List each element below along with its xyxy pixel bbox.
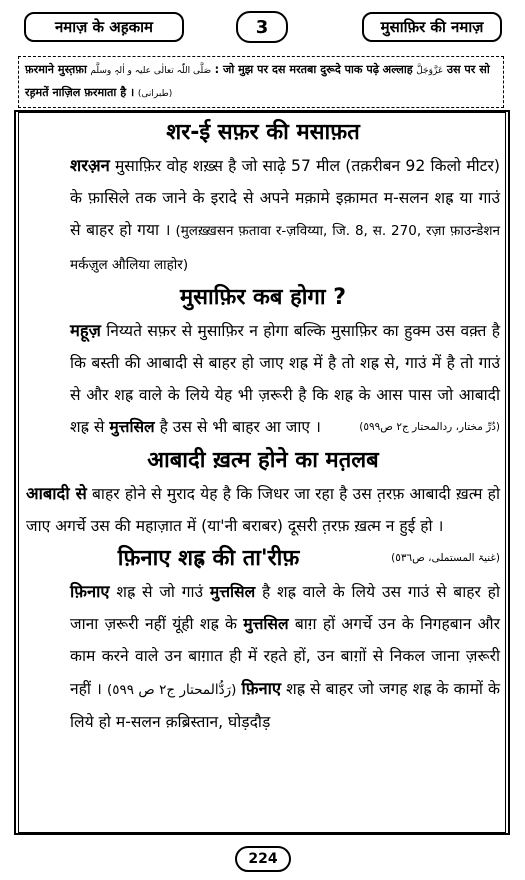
section-4-lead-2: फ़िनाए bbox=[241, 678, 282, 698]
section-2-body-2: है उस से भी बाहर आ जाए । bbox=[154, 418, 321, 437]
section-2-bold: मुत्तसिल bbox=[109, 418, 155, 437]
section-heading-3: आबादी ख़त्म होने का मत़लब bbox=[147, 447, 379, 473]
section-heading-4: फ़िनाए शह्र की ता'रीफ़ bbox=[117, 546, 300, 572]
section-1-lead: शरअ़न bbox=[70, 156, 110, 175]
quote-allah-ar: عَزَّوَجَلَّ bbox=[416, 66, 444, 76]
quote-lead: फ़रमाने मुस्त़फ़ा bbox=[25, 63, 87, 76]
section-3-lead: आबादी से bbox=[26, 483, 87, 503]
section-4-body-4: शह्र से बाहर जो जगह शह्र के कामों के लिये हो म-सलन क़ब्रिस्तान, घोड़दौड़ bbox=[70, 679, 500, 731]
section-1-body: मुसाफ़िर वोह शख़्स है जो साढ़े 57 मील (तक़रीबन 92 किलो मीटर) के फ़ासिले तक जाने के इरादे से अपने मक़ामे इक़ामत म-सलन शह्र या गाउं से बाहर हो गया । bbox=[70, 157, 500, 240]
section-heading-2: मुसाफ़िर कब होगा ? bbox=[179, 284, 347, 310]
section-4-body-2: है शह्र वाले के लिये उस गाउं से बाहर हो जाना ज़रूरी नहीं यूंही शह्र के bbox=[70, 583, 500, 634]
section-1-ref: (मुलख़्ख़सन फ़तावा र-ज़विय्या, जि. 8, स. 270, रज़ा फ़ाउन्डेशन मर्कज़ुल औलिया लाहोर) bbox=[70, 223, 500, 273]
header-chapter-title: मुसाफ़िर की नमाज़ bbox=[362, 12, 502, 42]
hadith-quote-box bbox=[18, 56, 504, 108]
quote-source: (طبرانی) bbox=[137, 89, 173, 99]
section-4-bold-2: मुत्तसिल bbox=[243, 615, 289, 634]
footer-page-number: 224 bbox=[235, 846, 291, 872]
main-content bbox=[26, 116, 500, 738]
section-paragraph-4 bbox=[26, 576, 500, 738]
section-paragraph-2 bbox=[26, 315, 500, 444]
quote-text-1: : जो मुझ पर दस मरतबा दुरूदे पाक पढ़े bbox=[214, 63, 380, 76]
section-4-body-3: बाग़ हों अगर्चे उन के निगहबान और काम करने वाले उन बाग़ात ही में रहते हों, उन बाग़ों से निकल जाना ज़रूरी नहीं । bbox=[70, 615, 500, 698]
quote-honorific: صَلَّی اللّٰہ تعالٰی علیہ و اٰلہٖ وسلَّم bbox=[90, 66, 212, 76]
section-3-body: बाहर होने से मुराद येह है कि जिधर जा रहा है उस त़रफ़ आबादी ख़त्म हो जाए अगर्चे उस की महाज़ात में (या'नी बराबर) दूसरी त़रफ़ ख़त्म न हुई हो । bbox=[26, 484, 500, 535]
quote-text-3: रह़मतें नाज़िल फ़रमाता है । bbox=[25, 86, 135, 99]
section-2-lead: महूज़ bbox=[70, 320, 101, 340]
section-4-lead: फ़िनाए bbox=[70, 582, 110, 602]
section-paragraph-1 bbox=[26, 150, 500, 281]
header-book-title: नमाज़ के अह़काम bbox=[24, 12, 184, 42]
section-2-citation: (دُرِّ مختار، ردالمحتار ج٢ ص٥٩٩) bbox=[359, 421, 500, 434]
section-4-citation: (رَدُّالمحتار ج٢ ص ٥٩٩) bbox=[107, 681, 237, 698]
section-4-bold-1: मुत्तसिल bbox=[209, 583, 256, 602]
section-3-citation: (غنیۃ المستملی، ص٥٣٦) bbox=[391, 552, 500, 565]
section-heading-1: शर-ई सफ़र की मसाफ़त bbox=[166, 120, 360, 145]
quote-allah: अल्लाह bbox=[382, 63, 413, 76]
quote-text-2: उस पर सो bbox=[446, 63, 490, 76]
header-chapter-number: 3 bbox=[236, 11, 288, 43]
section-4-body-1: शह्र से जो गाउं bbox=[109, 583, 210, 602]
section-2-body-1: निय्यते सफ़र से मुसाफ़िर न होगा बल्कि मुसाफ़िर का हुक्म उस वक़्त है कि बस्ती की आबादी से बाहर हो जाए शह्र में है तो शह्र से, गाउं में है तो गाउं से और शह्र वाले के लिये येह भी ज़रूरी है कि शह्र के आस पास जो आबादी शह्र से bbox=[70, 321, 500, 437]
